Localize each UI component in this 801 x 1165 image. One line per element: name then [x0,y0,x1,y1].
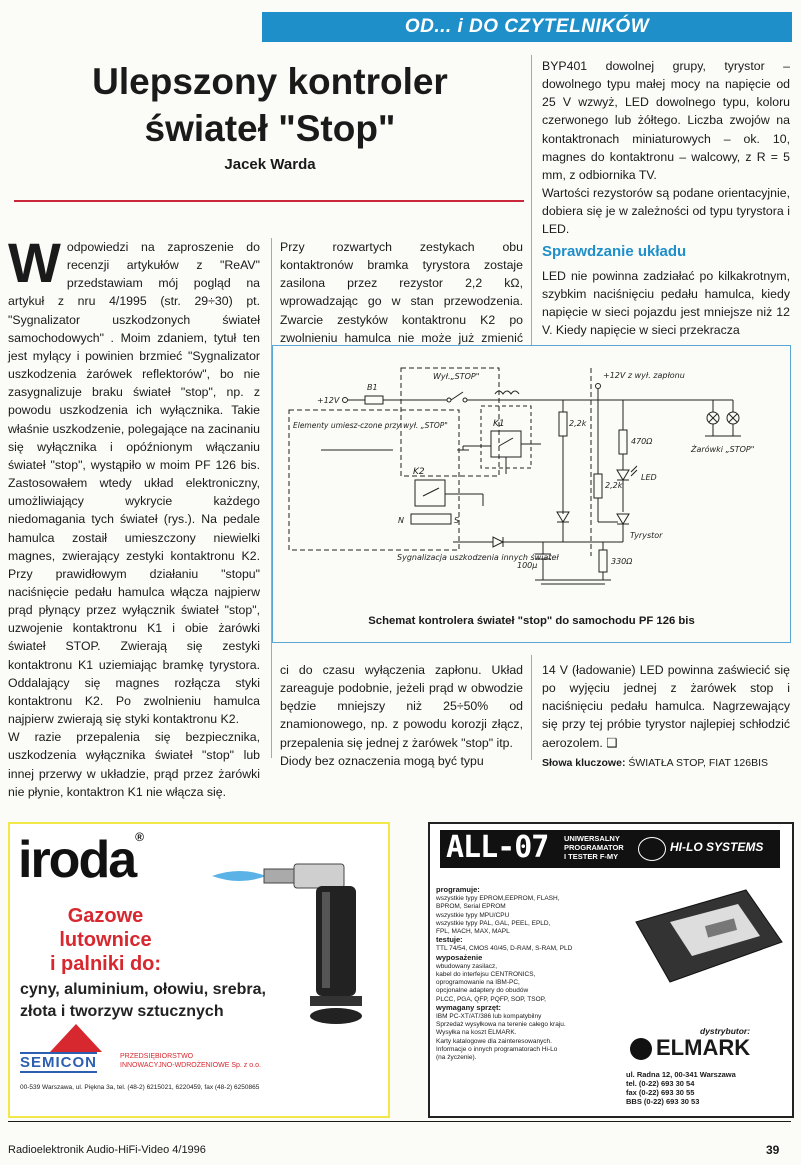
ad-body [20,979,270,1023]
r3-label: 2,2k [605,481,623,490]
tag-line: PROGRAMATOR [564,843,624,852]
section-header: OD... i DO CZYTELNIKÓW [262,12,792,42]
subheading: Sprawdzanie układu [542,242,687,260]
feature-heading: wyposażenie [436,952,483,962]
feature-line: wszystkie typy PAL, GAL, PEEL, EPLD, [436,919,551,927]
body-line: złota i tworzyw sztucznych [20,1003,224,1020]
schematic-diagram [273,346,790,608]
footer-publication: Radioelektronik Audio-HiFi-Video 4/1996 [8,1144,206,1156]
feature-line: BPROM, Serial EPROM [436,903,506,911]
ign-label: +12V z wył. zapłonu [603,371,685,380]
contact-line: ul. Radna 12, 00-341 Warszawa [626,1070,736,1079]
paragraph: Wartości rezystorów są podane orientacyjnie, dobiera się je w zależności od typu tyrystora i LED. [542,186,790,237]
author: Jacek Warda [224,156,316,173]
r4-label: 330Ω [611,557,633,566]
paragraph-text: 14 V (ładowanie) LED powinna zaświecić się po wyjęciu jednej z żarówek stop i naciśnięciu pedału hamulca. Nagrzewający się przy tej próbie tyrystor najlepiej schłodzić aerozolem. [542,663,790,750]
column-3-top [542,57,790,339]
column-2-bottom [280,661,523,770]
paragraph: ci do czasu wyłączenia zapłonu. Układ zareaguje podobnie, jeżeli prąd w obwodzie będzie mniejszy niż 25÷50% od znamionowego, np. z powodu korozji złącz, przepalenia się jednej z żarówek "stop" itp. [280,663,523,750]
company-desc-line: INNOWACYJNO-WDROŻENIOWE Sp. z o.o. [120,1062,261,1069]
tag-line: I TESTER F-MY [564,852,619,861]
contact-line: BBS (0-22) 693 30 53 [626,1097,700,1106]
switch-label: Wył.„STOP" [433,372,480,381]
feature-line: FPL, MACH, MAX, MAPL [436,928,510,936]
feature-group [436,936,636,953]
magnet-s-label: S [454,516,460,525]
feature-line: wszystkie typy EPROM,EEPROM, FLASH, [436,895,560,903]
k2-label: K2 [413,467,425,477]
feature-line: oprogramowanie na IBM-PC, [436,979,520,987]
feature-line: IBM PC-XT/AT/386 lub kompatybilny [436,1013,542,1021]
paragraph: LED nie powinna zadziałać po kilkakrotnym, szybkim naciśnięciu pedału hamulca, kiedy napięcie w sieci pojazdu jest mniejsze niż 12 V. Kiedy napięcie w sieci przekracza [542,268,790,338]
registered-mark: ® [135,830,142,844]
drop-cap: W [8,231,61,294]
feature-line: opcjonalne adaptery do obudów [436,987,529,995]
contact-line: fax (0-22) 693 30 55 [626,1088,695,1097]
feature-line: Wysyłka na koszt ELMARK. [436,1029,517,1037]
paragraph: odpowiedzi na zaproszenie do recenzji artykułów z "ReAV" przedstawiam mój pogląd na artykuł z nru 4/1995 (str. 29÷30) pt. "Sygnalizator uszkodzonych świateł samochodowych" . Moim zdaniem, tytuł ten jest mylący i powinien brzmieć "Sygnalizator uszkodzenia żarówek reflektorów", bo nie zasygnalizuje braku świateł "stop", np. z powodu uszkodzenia ich wyłącznika. Takie właśnie uszkodzenie, polegające na zacinaniu się wyłącznika i opóźnionym włączaniu świateł "stop", wystąpiło w moim PF 126 bis. Zastosowałem wtedy układ elektroniczny, umożliwiający wykrycie każdego niedomagania tych świateł (rys.). Na pedale hamulca zostaił umieszczony niewielki magnes, zwierający zestyki kontaktronu K2. Przy prawidłowym działaniu "stopu" naciśnięcie pedału hamulca włącza najpierw prąd płynący przez wyłącznik świateł "stop", uzwojenie kontaktronu K1 i obie żarówki świateł STOP. Zwierają się zestyki kontaktronu K1 uziemiając bramkę tyrystora. Oddalający się magnes rozłącza styki kontaktronu K2. Po zwolnieniu hamulca najpierw zwierają się styki kontaktronu K2. [8,240,260,727]
headline-line: i palniki do: [49,953,162,975]
magnet [411,514,451,524]
paragraph: Diody bez oznaczenia mogą być typu [280,753,484,768]
model-name: ALL-07 [446,830,549,865]
feature-group [436,954,636,1004]
schematic-figure [272,345,791,643]
distributor-label: dystrybutor: [700,1026,751,1036]
feature-line: PLCC, PGA, QFP, PQFP, SOP, TSOP, [436,995,546,1003]
magnet-n-label: N [398,516,404,525]
feature-line: (na życzenie). [436,1054,477,1062]
paragraph: Przy rozwartych zestykach obu kontaktronów bramka tyrystora zostaje zasilona przez rezystor 2,2 kΩ, wprowadzając go w stan przewodzenia. Zwarcie zestyków kontaktronu K2 po zwolnieniu hamulca nie może już zmienić [280,240,523,345]
figure-caption: Schemat kontrolera świateł "stop" do samochodu PF 126 bis [368,615,695,627]
tag-line: UNIWERSALNY [564,834,620,843]
feature-heading: wymagany sprzęt: [436,1002,502,1012]
paragraph: W razie przepalenia się bezpiecznika, uszkodzenia wyłącznika świateł "stop" lub innej przerwy w układzie, prąd przez żarówki nie płynie, kontaktron K1 nie włącza się. [8,730,260,799]
feature-list [436,886,636,1062]
r2-label: 470Ω [631,437,653,446]
feature-group [436,1004,636,1021]
feature-line: kabel do interfejsu CENTRONICS, [436,971,536,979]
keywords-label: Słowa kluczowe: [542,756,626,769]
brand-name: HI-LO SYSTEMS [670,840,764,854]
title-line-2: świateł "Stop" [144,108,396,149]
contact-line: tel. (0-22) 693 30 54 [626,1079,695,1088]
feature-line: wszystkie typy MPU/CPU [436,911,510,919]
model-tag [564,834,624,861]
feature-group [436,886,636,936]
semicon-name: SEMICON [20,1054,98,1071]
elmark-logo-icon [630,1038,652,1060]
feature-line: Informacje o innych programatorach Hi-Lo [436,1045,558,1053]
contact-info [626,1070,736,1106]
footer-rule [8,1121,791,1122]
vin-label: +12V [317,396,340,405]
page-number: 39 [766,1143,780,1157]
paragraph: BYP401 dowolnej grupy, tyrystor – dowolnego typu małej mocy na napięcie od 25 V wzwyż, LED dowolnego typu, koloru czerwonego lub żółtego. Liczba zwojów na kontaktronach miniaturowych – ok. 10, magnes do kontaktronu – walcowy, z R = 5 mm, z odbiornika TV. [542,59,790,182]
elmark-name: ELMARK [656,1035,751,1060]
headline-line: lutownice [59,929,152,951]
title-rule [14,200,524,202]
feature-line: wbudowany zasilacz, [436,962,498,970]
iroda-logo [18,830,142,890]
feature-heading: programuje: [436,885,480,894]
feature-line: TTL 74/54, CMOS 40/45, D-RAM, S-RAM, PLD [436,945,573,953]
signal-label: Sygnalizacja uszkodzenia innych świateł [397,553,559,562]
column-divider [531,655,532,760]
feature-heading: testuje: [436,935,463,945]
iroda-logo-text: iroda [18,831,136,889]
article-title [20,58,520,152]
column-3-bottom [542,661,790,772]
thyristor-label: Tyrystor [630,531,663,540]
elements-label: Elementy umiesz-czone przy wył. „STOP" [293,421,448,430]
keywords [542,754,790,772]
company-desc-line: PRZEDSIĘBIORSTWO [120,1053,194,1060]
bulbs-label: Żarówki „STOP" [691,445,755,454]
fuse-b1 [365,396,383,404]
headline [28,904,183,976]
k1-label: K1 [493,419,505,429]
title-line-1: Ulepszony kontroler [92,61,448,102]
semicon-logo-mark [40,1024,110,1054]
r1-label: 2,2k [569,419,587,428]
fuse-label: B1 [367,383,378,392]
keywords-value: ŚWIATŁA STOP, FIAT 126BIS [628,756,769,769]
all07-advertisement [428,822,794,1118]
address: 00-539 Warszawa, ul. Piękna 3a, tel. (48-2) 6215021, 6220459, fax (48-2) 6250865 [20,1084,260,1091]
c-label: 100μ [517,561,538,570]
resistor-2k2 [559,412,567,436]
led-label: LED [641,473,657,482]
hilo-logo-icon [638,837,666,861]
iroda-advertisement [8,822,390,1118]
end-mark: ❑ [606,735,618,750]
headline-line: Gazowe [67,905,144,927]
feature-line: Karty katalogowe dla zainteresowanych. [436,1037,552,1045]
column-1 [8,231,260,801]
company-desc [120,1052,261,1070]
body-line: cyny, aluminium, ołowiu, srebra, [20,981,266,998]
paragraph [542,661,790,752]
feature-line: Sprzedaż wysyłkowa na terenie całego kraju. [436,1021,566,1029]
programmer-device-image [626,882,786,992]
column-divider [531,55,532,345]
